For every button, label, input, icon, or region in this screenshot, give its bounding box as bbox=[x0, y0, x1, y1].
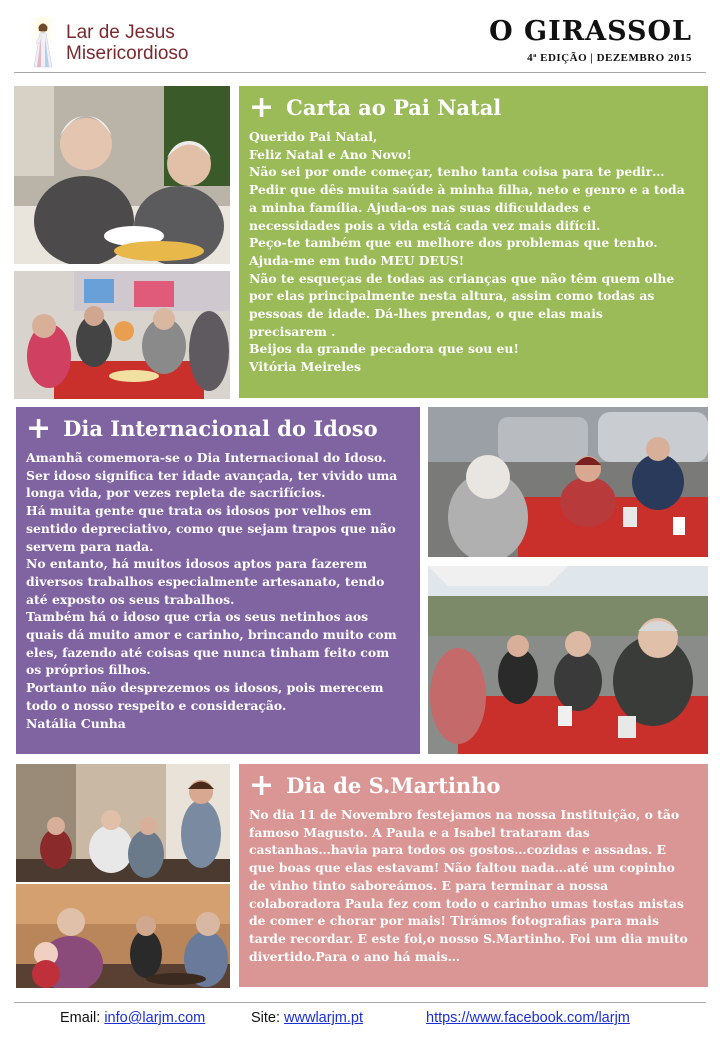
article-line: Ajuda-me em tudo MEU DEUS! bbox=[249, 252, 465, 268]
logo-line-1: Lar de Jesus bbox=[66, 22, 175, 43]
article-line: a minha família. Ajuda-os nas suas dificuldades e bbox=[249, 199, 591, 215]
article-line: Não sei por onde começar, tenho tanta coisa para te pedir… bbox=[249, 164, 665, 180]
article-line: até exposto os seus trabalhos. bbox=[26, 591, 235, 607]
article-line: de vinho tinto saboreámos. E para terminar a nossa bbox=[249, 877, 609, 893]
article-signature: Natália Cunha bbox=[26, 715, 126, 731]
photo-magusto-gathering bbox=[16, 764, 230, 882]
article-line: castanhas…havia para todos os gostos…cozidas e assadas. E bbox=[249, 842, 667, 858]
article-line: No entanto, há muitos idosos aptos para fazerem bbox=[26, 556, 368, 572]
footer-email bbox=[60, 1010, 205, 1026]
photo-outdoor-cafe-1 bbox=[428, 407, 708, 557]
article-line: pessoas de idade. Dá-lhes prendas, o que elas mais bbox=[249, 306, 603, 322]
article-header bbox=[249, 768, 698, 803]
article-line: quais dá muito amor e carinho, brincando muito com bbox=[26, 627, 397, 643]
edition-date: 4ª EDIÇÃO | DEZEMBRO 2015 bbox=[527, 52, 692, 64]
footer-facebook bbox=[426, 1010, 630, 1026]
article-line: Pedir que dês muita saúde à minha filha, neto e genro e a toda bbox=[249, 182, 685, 198]
article-line: necessidades pois a vida está cada vez mais difícil. bbox=[249, 217, 601, 233]
article-body bbox=[249, 128, 698, 376]
article-title: Dia Internacional do Idoso bbox=[63, 416, 378, 441]
article-body bbox=[26, 449, 410, 732]
article-line: Também há o idoso que cria os seus netinhos aos bbox=[26, 609, 369, 625]
plus-icon: + bbox=[26, 411, 52, 446]
article-title: Dia de S.Martinho bbox=[286, 773, 501, 798]
logo bbox=[28, 16, 228, 70]
plus-icon: + bbox=[249, 90, 275, 125]
article-line: Ser idoso significa ter idade avançada, ter vivido uma bbox=[26, 467, 398, 483]
photo-outdoor-cafe-2 bbox=[428, 566, 708, 754]
article-line: longa vida, por vezes repleta de sacrifícios. bbox=[26, 485, 326, 501]
article-line: que boas que elas estavam! Não faltou nada…até um copinho bbox=[249, 860, 675, 876]
article-carta-pai-natal bbox=[239, 86, 708, 398]
article-line: colaboradora Paula fez com todo o carinho umas tostas mistas bbox=[249, 895, 684, 911]
footer-site bbox=[251, 1010, 363, 1026]
article-line: os próprios filhos. bbox=[26, 662, 151, 678]
footer-divider bbox=[14, 1002, 706, 1003]
article-line: eles, fazendo até coisas que nunca tinham feito com bbox=[26, 644, 390, 660]
article-line: sentido depreciativo, como que sejam trapos que não bbox=[26, 520, 396, 536]
article-line: Não te esqueças de todas as crianças que não têm quem olhe bbox=[249, 270, 675, 286]
article-body bbox=[249, 806, 698, 965]
article-line: Beijos da grande pecadora que sou eu! bbox=[249, 341, 519, 357]
article-header bbox=[26, 411, 410, 446]
photo-elderly-women-table bbox=[14, 86, 230, 264]
article-line: Querido Pai Natal, bbox=[249, 129, 378, 144]
article-line: No dia 11 de Novembro festejamos na nossa Instituição, o tão bbox=[249, 807, 680, 822]
article-line: famoso Magusto. A Paula e a Isabel trataram das bbox=[249, 824, 590, 840]
article-header bbox=[249, 90, 698, 125]
photo-family-table bbox=[16, 884, 230, 988]
article-line: de comer e chorar por mais! Tirámos fotografias para mais bbox=[249, 913, 659, 929]
article-line: Portanto não desprezemos os idosos, pois merecem bbox=[26, 680, 384, 696]
plus-icon: + bbox=[249, 768, 275, 803]
newsletter-title: O GIRASSOL bbox=[489, 16, 692, 47]
masthead bbox=[489, 14, 692, 64]
article-title: Carta ao Pai Natal bbox=[286, 95, 502, 120]
jesus-figure-icon bbox=[28, 17, 58, 69]
logo-line-2: Misericordioso bbox=[66, 43, 189, 64]
article-line: por elas principalmente nesta altura, assim como todas as bbox=[249, 288, 655, 304]
article-line: todo o nosso respeito e consideração. bbox=[26, 697, 287, 713]
site-link[interactable]: wwwlarjm.pt bbox=[284, 1010, 363, 1026]
article-line: Peço-te também que eu melhore dos problemas que tenho. bbox=[249, 235, 658, 251]
article-line: Feliz Natal e Ano Novo! bbox=[249, 146, 412, 162]
header-divider bbox=[14, 72, 706, 73]
article-line: diversos trabalhos especialmente artesanato, tendo bbox=[26, 573, 385, 589]
article-line: divertido.Para o ano há mais… bbox=[249, 948, 461, 964]
article-line: precisarem . bbox=[249, 323, 336, 339]
email-label: Email: bbox=[60, 1010, 105, 1026]
facebook-link[interactable]: https://www.facebook.com/larjm bbox=[426, 1010, 630, 1026]
article-line: Amanhã comemora-se o Dia Internacional do Idoso. bbox=[26, 450, 387, 465]
article-line: servem para nada. bbox=[26, 538, 154, 554]
article-signature: Vitória Meireles bbox=[249, 359, 361, 375]
article-line: tarde recordar. E este foi,o nosso S.Martinho. Foi um dia muito bbox=[249, 930, 688, 946]
photo-group-celebration bbox=[14, 271, 230, 399]
article-line: Há muita gente que trata os idosos por velhos em bbox=[26, 503, 372, 519]
article-dia-idoso bbox=[16, 407, 420, 754]
site-label: Site: bbox=[251, 1010, 285, 1026]
email-link[interactable]: info@larjm.com bbox=[104, 1010, 206, 1026]
article-sao-martinho bbox=[239, 764, 708, 987]
